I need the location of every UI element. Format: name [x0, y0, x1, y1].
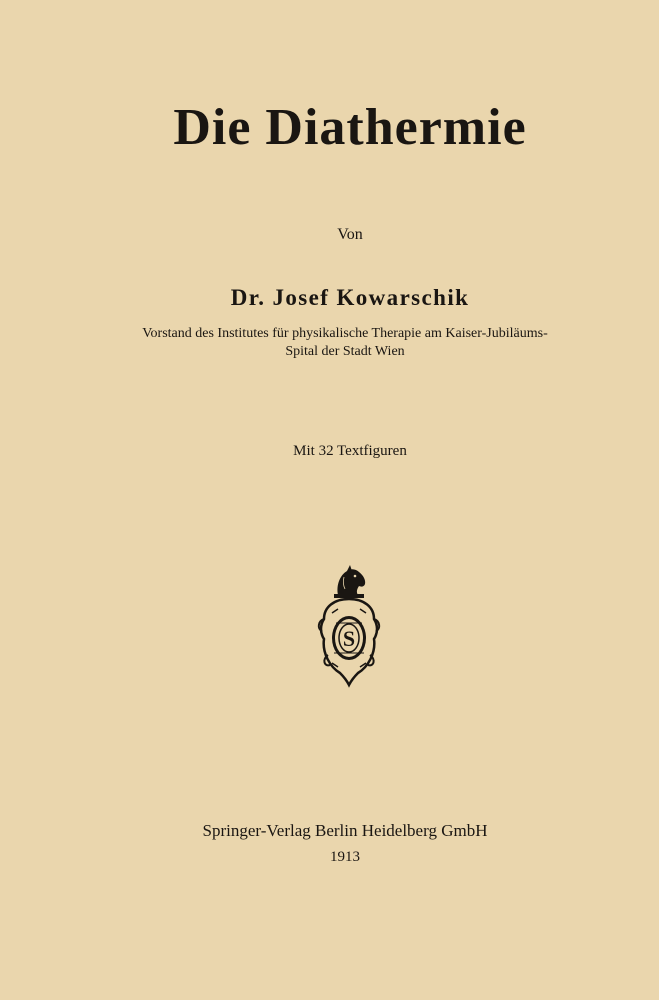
affiliation-line-2: Spital der Stadt Wien	[285, 344, 405, 359]
by-label: Von	[337, 226, 363, 243]
publication-year: 1913	[330, 849, 360, 865]
book-title: Die Diathermie	[173, 99, 527, 156]
logo-monogram: S	[342, 626, 356, 651]
author-affiliation	[140, 325, 550, 361]
figures-note: Mit 32 Textfiguren	[293, 443, 407, 459]
affiliation-line-1: Vorstand des Institutes für physikalische Therapie am Kaiser-Jubiläums-	[142, 326, 548, 341]
publisher-name: Springer-Verlag Berlin Heidelberg GmbH	[202, 821, 488, 840]
springer-knight-emblem-icon	[314, 563, 384, 688]
author-name: Dr. Josef Kowarschik	[230, 285, 470, 310]
